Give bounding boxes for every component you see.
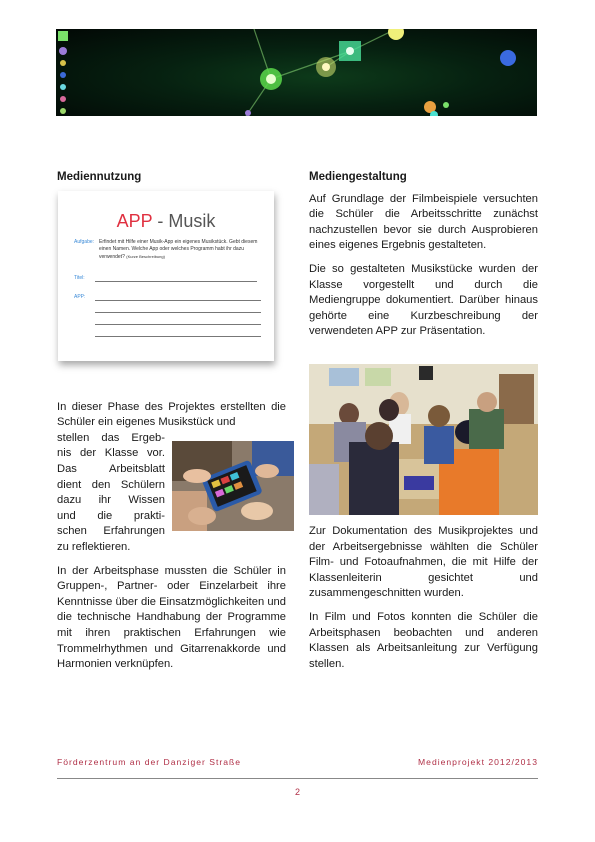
- text-line: stellen das Ergeb-: [57, 431, 165, 444]
- header-banner-image: [56, 29, 537, 116]
- worksheet-image: [58, 191, 274, 361]
- text-line: schen Erfahrungen: [57, 525, 165, 538]
- text-line: und die prakti-: [57, 509, 165, 522]
- worksheet-task-text: Erfindet mit Hilfe einer Musik-App ein eigenes Musikstück. Gebt diesem einen Namen. Welche App oder welches Programm habt ihr dazu verwendet? (Kurze Beschreibung): [99, 239, 258, 260]
- footer-project-name: Medienprojekt 2012/2013: [418, 757, 538, 767]
- worksheet-line: [95, 336, 261, 337]
- worksheet-task-label: Aufgabe:: [74, 239, 95, 245]
- paragraph: Zur Dokumentation des Musikprojektes und der Arbeitsergebnisse wählten die Schüler Film- und Fotoaufnahmen, die mit Hilfe der Klassenleiterin gesichtet und zusammengeschnitten wurden.: [309, 524, 538, 600]
- text-line: zu reflektieren.: [57, 540, 131, 553]
- worksheet-title-musik: - Musik: [152, 211, 216, 231]
- worksheet-line: [95, 312, 261, 313]
- paragraph: In dieser Phase des Projektes erstellten die Schüler ein eigenes Musikstück und: [57, 400, 286, 429]
- worksheet-line: [95, 300, 261, 301]
- photo-tablet-hands: [172, 441, 294, 531]
- section-heading-mediengestaltung: Mediengestaltung: [309, 171, 407, 183]
- text-line: nis der Klasse vor.: [57, 447, 165, 460]
- worksheet-app-label: APP:: [74, 294, 86, 300]
- footer-divider: [57, 778, 538, 779]
- text-line: dient den Schülern: [57, 478, 165, 491]
- paragraph: Die so gestalteten Musikstücke wurden der Klasse vorgestellt und durch die Mediengruppe dokumentiert. Darüber hinaus gehörte eine Kurzbeschreibung der verwendeten APP zur Präsentation.: [309, 262, 538, 338]
- worksheet-line: [95, 324, 261, 325]
- text-line: dazu ihr Wissen: [57, 494, 165, 507]
- text-line: Das Arbeitsblatt: [57, 462, 165, 475]
- page-number: 2: [294, 787, 300, 797]
- section-heading-mediennutzung: Mediennutzung: [57, 171, 142, 183]
- footer-school-name: Förderzentrum an der Danziger Straße: [57, 757, 242, 767]
- worksheet-line: [95, 281, 257, 282]
- wrapped-text-block: [57, 431, 165, 556]
- photo-classroom: [309, 364, 538, 515]
- worksheet-title: [58, 211, 274, 232]
- paragraph: In Film und Fotos konnten die Schüler die Arbeitsphasen beobachten und anderen Klassen als Arbeitsanleitung zur Verfügung stellen.: [309, 610, 538, 670]
- worksheet-title-app: APP: [116, 211, 153, 231]
- paragraph: In der Arbeitsphase mussten die Schüler in Gruppen-, Partner- oder Einzelarbeit ihre Kenntnisse über die Einsatzmöglichkeiten und die technische Handhabung der Programme mit ihren praktischen Erfahrungen wie Trommelrhythmen und Gitarrenakkorde und Harmonien verknüpfen.: [57, 564, 286, 671]
- paragraph: Auf Grundlage der Filmbeispiele versuchten die Schüler die Arbeitsschritte zunächst nachzustellen bevor sie durch Ausprobieren eines eigenes Ergebnis gestalteten.: [309, 192, 538, 252]
- worksheet-title-label: Titel:: [74, 275, 85, 281]
